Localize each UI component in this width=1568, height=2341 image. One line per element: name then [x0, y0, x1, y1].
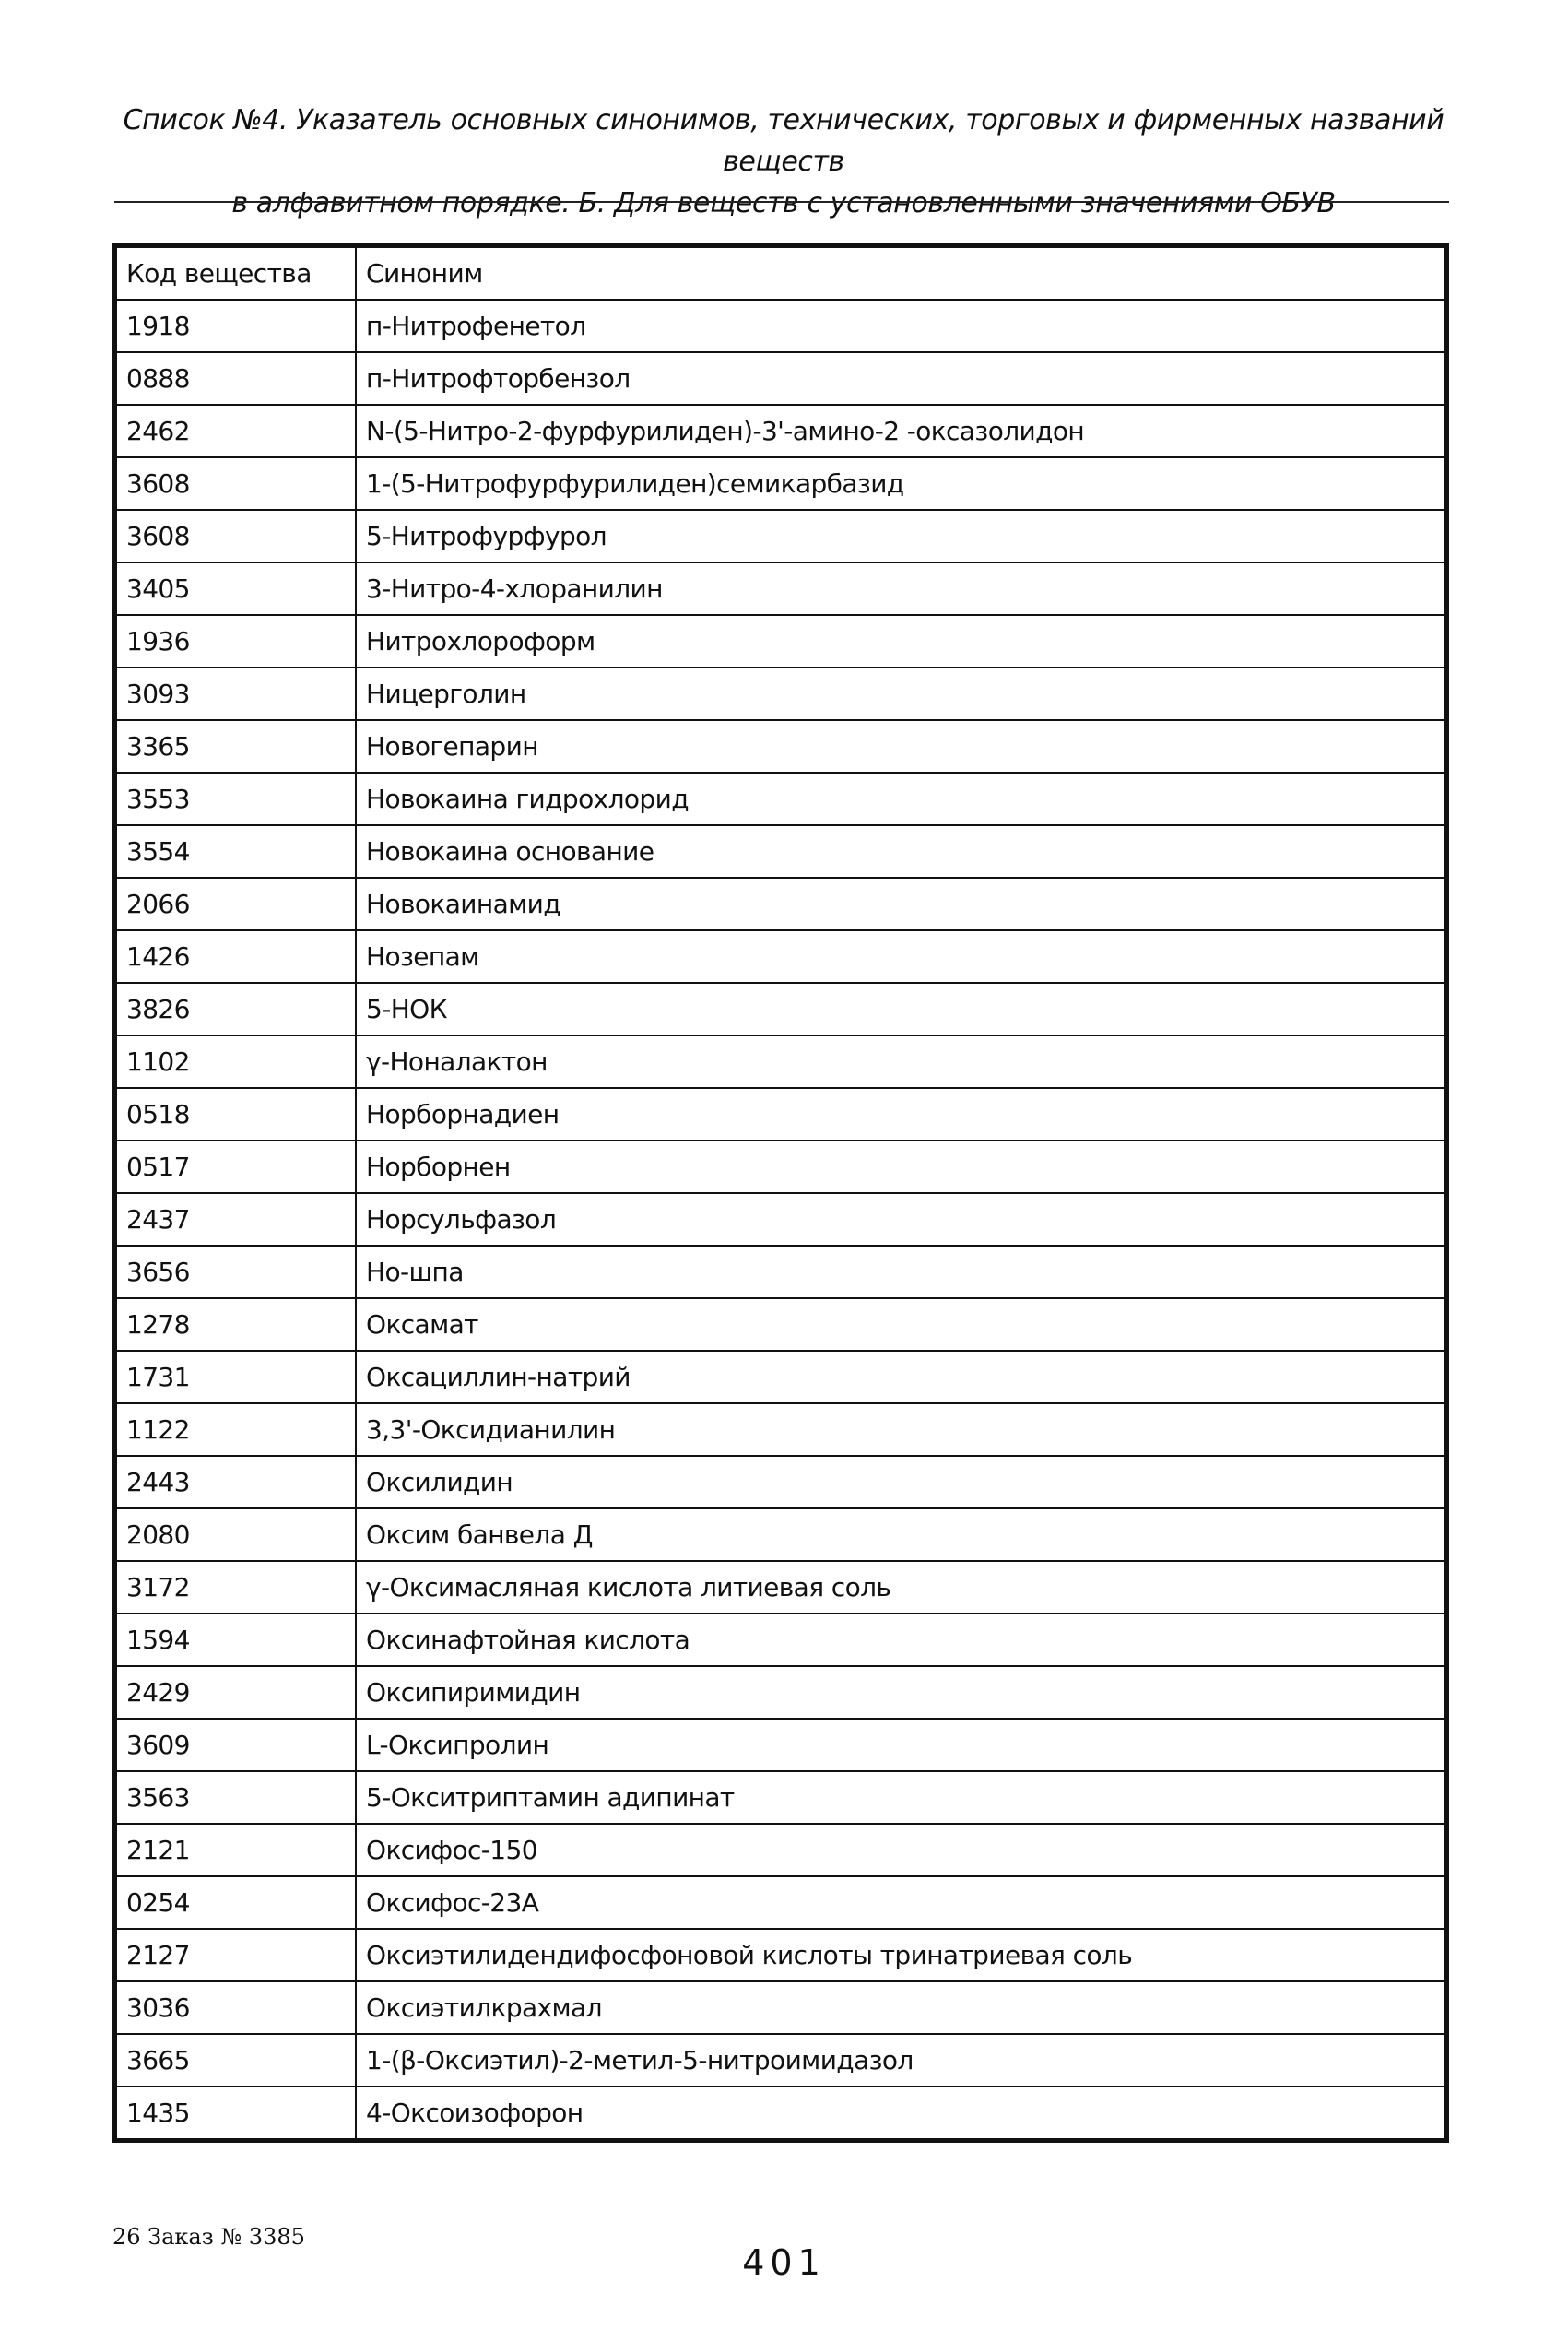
synonym-cell: Норборнадиен	[356, 1088, 1445, 1141]
table-row	[116, 878, 1445, 930]
table-body	[116, 300, 1445, 2139]
synonym-cell: 5-Окситриптамин адипинат	[356, 1771, 1445, 1824]
table-row	[116, 1403, 1445, 1456]
page-number: 401	[742, 2242, 826, 2283]
table-row	[116, 1088, 1445, 1141]
table-row	[116, 1561, 1445, 1614]
synonym-cell: Новогепарин	[356, 720, 1445, 773]
table-row	[116, 405, 1445, 457]
substance-code-cell: 2080	[116, 1508, 356, 1561]
synonym-cell: 3-Нитро-4-хлоранилин	[356, 562, 1445, 615]
synonym-cell: 1-(5-Нитрофурфурилиден)семикарбазид	[356, 457, 1445, 510]
substance-code-cell: 3365	[116, 720, 356, 773]
table-row	[116, 1246, 1445, 1298]
substance-code-cell: 1102	[116, 1035, 356, 1088]
column-header-code: Код вещества	[116, 247, 356, 300]
table-row	[116, 1824, 1445, 1876]
table-row	[116, 1035, 1445, 1088]
synonym-cell: 5-Нитрофурфурол	[356, 510, 1445, 562]
substance-code-cell: 3609	[116, 1719, 356, 1771]
table-row	[116, 1981, 1445, 2034]
synonym-cell: 4-Оксоизофорон	[356, 2087, 1445, 2139]
table-row	[116, 1771, 1445, 1824]
substance-code-cell: 1122	[116, 1403, 356, 1456]
synonym-cell: Оксиэтилидендифосфоновой кислоты тринатриевая соль	[356, 1929, 1445, 1981]
table-row	[116, 983, 1445, 1035]
synonym-cell: Оксиэтилкрахмал	[356, 1981, 1445, 2034]
table-row	[116, 825, 1445, 878]
table-row	[116, 1508, 1445, 1561]
substance-code-cell: 3608	[116, 457, 356, 510]
table-row	[116, 1456, 1445, 1508]
substance-code-cell: 2443	[116, 1456, 356, 1508]
table-row	[116, 930, 1445, 983]
synonym-cell: 3,3'-Оксидианилин	[356, 1403, 1445, 1456]
synonym-cell: Норсульфазол	[356, 1193, 1445, 1246]
substance-code-cell: 3172	[116, 1561, 356, 1614]
table-row	[116, 1298, 1445, 1351]
synonym-cell: п-Нитрофенетол	[356, 300, 1445, 352]
table-row	[116, 668, 1445, 720]
substance-code-cell: 2462	[116, 405, 356, 457]
synonym-cell: Оксамат	[356, 1298, 1445, 1351]
table-row	[116, 1614, 1445, 1666]
synonym-cell: Оксипиримидин	[356, 1666, 1445, 1719]
synonym-cell: Оксифос-150	[356, 1824, 1445, 1876]
substance-code-cell: 0888	[116, 352, 356, 405]
synonym-cell: Оксифос-23А	[356, 1876, 1445, 1929]
substance-code-cell: 3665	[116, 2034, 356, 2087]
synonym-cell: Новокаина основание	[356, 825, 1445, 878]
table-row	[116, 300, 1445, 352]
table-row	[116, 1141, 1445, 1193]
table-row	[116, 1876, 1445, 1929]
header-rule	[114, 201, 1449, 203]
substance-code-cell: 3656	[116, 1246, 356, 1298]
header-line-2: в алфавитном порядке. Б. Для веществ с установленными значениями ОБУВ	[231, 187, 1336, 219]
table-row	[116, 352, 1445, 405]
substance-code-cell: 1426	[116, 930, 356, 983]
table-row	[116, 2034, 1445, 2087]
substance-code-cell: 2066	[116, 878, 356, 930]
order-note: 26 Заказ № 3385	[112, 2224, 305, 2250]
synonym-cell: Ницерголин	[356, 668, 1445, 720]
synonym-cell: п-Нитрофторбензол	[356, 352, 1445, 405]
substance-code-cell: 1918	[116, 300, 356, 352]
synonym-cell: Но-шпа	[356, 1246, 1445, 1298]
substance-code-cell: 2429	[116, 1666, 356, 1719]
synonym-cell: Нозепам	[356, 930, 1445, 983]
substance-code-cell: 1594	[116, 1614, 356, 1666]
synonym-cell: N-(5-Нитро-2-фурфурилиден)-3'-амино-2 -оксазолидон	[356, 405, 1445, 457]
substance-code-cell: 3608	[116, 510, 356, 562]
table-row	[116, 773, 1445, 825]
synonym-cell: Норборнен	[356, 1141, 1445, 1193]
table-row	[116, 1193, 1445, 1246]
substance-code-cell: 0517	[116, 1141, 356, 1193]
synonym-cell: L-Оксипролин	[356, 1719, 1445, 1771]
substance-code-cell: 2127	[116, 1929, 356, 1981]
table-row	[116, 720, 1445, 773]
table-row	[116, 2087, 1445, 2139]
table-row	[116, 1666, 1445, 1719]
page-header	[111, 100, 1456, 224]
synonym-cell: γ-Оксимасляная кислота литиевая соль	[356, 1561, 1445, 1614]
synonym-cell: 1-(β-Оксиэтил)-2-метил-5-нитроимидазол	[356, 2034, 1445, 2087]
substance-code-cell: 1731	[116, 1351, 356, 1403]
table-row	[116, 1351, 1445, 1403]
synonym-cell: Новокаинамид	[356, 878, 1445, 930]
substance-code-cell: 3036	[116, 1981, 356, 2034]
synonym-cell: Оксациллин-натрий	[356, 1351, 1445, 1403]
substance-code-cell: 3563	[116, 1771, 356, 1824]
synonyms-table	[115, 246, 1446, 2140]
table-row	[116, 1929, 1445, 1981]
synonym-cell: Нитрохлороформ	[356, 615, 1445, 668]
table-row	[116, 457, 1445, 510]
table-row	[116, 510, 1445, 562]
substance-code-cell: 3553	[116, 773, 356, 825]
substance-code-cell: 2121	[116, 1824, 356, 1876]
synonym-cell: Оксим банвела Д	[356, 1508, 1445, 1561]
substance-code-cell: 2437	[116, 1193, 356, 1246]
column-header-synonym: Синоним	[356, 247, 1445, 300]
synonym-cell: Новокаина гидрохлорид	[356, 773, 1445, 825]
synonyms-table-wrapper	[112, 243, 1449, 2143]
table-row	[116, 1719, 1445, 1771]
substance-code-cell: 1278	[116, 1298, 356, 1351]
substance-code-cell: 0518	[116, 1088, 356, 1141]
substance-code-cell: 3093	[116, 668, 356, 720]
synonym-cell: γ-Ноналактон	[356, 1035, 1445, 1088]
header-line-1: Список №4. Указатель основных синонимов, технических, торговых и фирменных названий веществ	[123, 104, 1444, 178]
substance-code-cell: 1435	[116, 2087, 356, 2139]
substance-code-cell: 1936	[116, 615, 356, 668]
table-header-row	[116, 247, 1445, 300]
substance-code-cell: 3554	[116, 825, 356, 878]
table-row	[116, 562, 1445, 615]
synonym-cell: 5-НОК	[356, 983, 1445, 1035]
synonym-cell: Оксинафтойная кислота	[356, 1614, 1445, 1666]
substance-code-cell: 0254	[116, 1876, 356, 1929]
table-row	[116, 615, 1445, 668]
synonym-cell: Оксилидин	[356, 1456, 1445, 1508]
substance-code-cell: 3826	[116, 983, 356, 1035]
substance-code-cell: 3405	[116, 562, 356, 615]
